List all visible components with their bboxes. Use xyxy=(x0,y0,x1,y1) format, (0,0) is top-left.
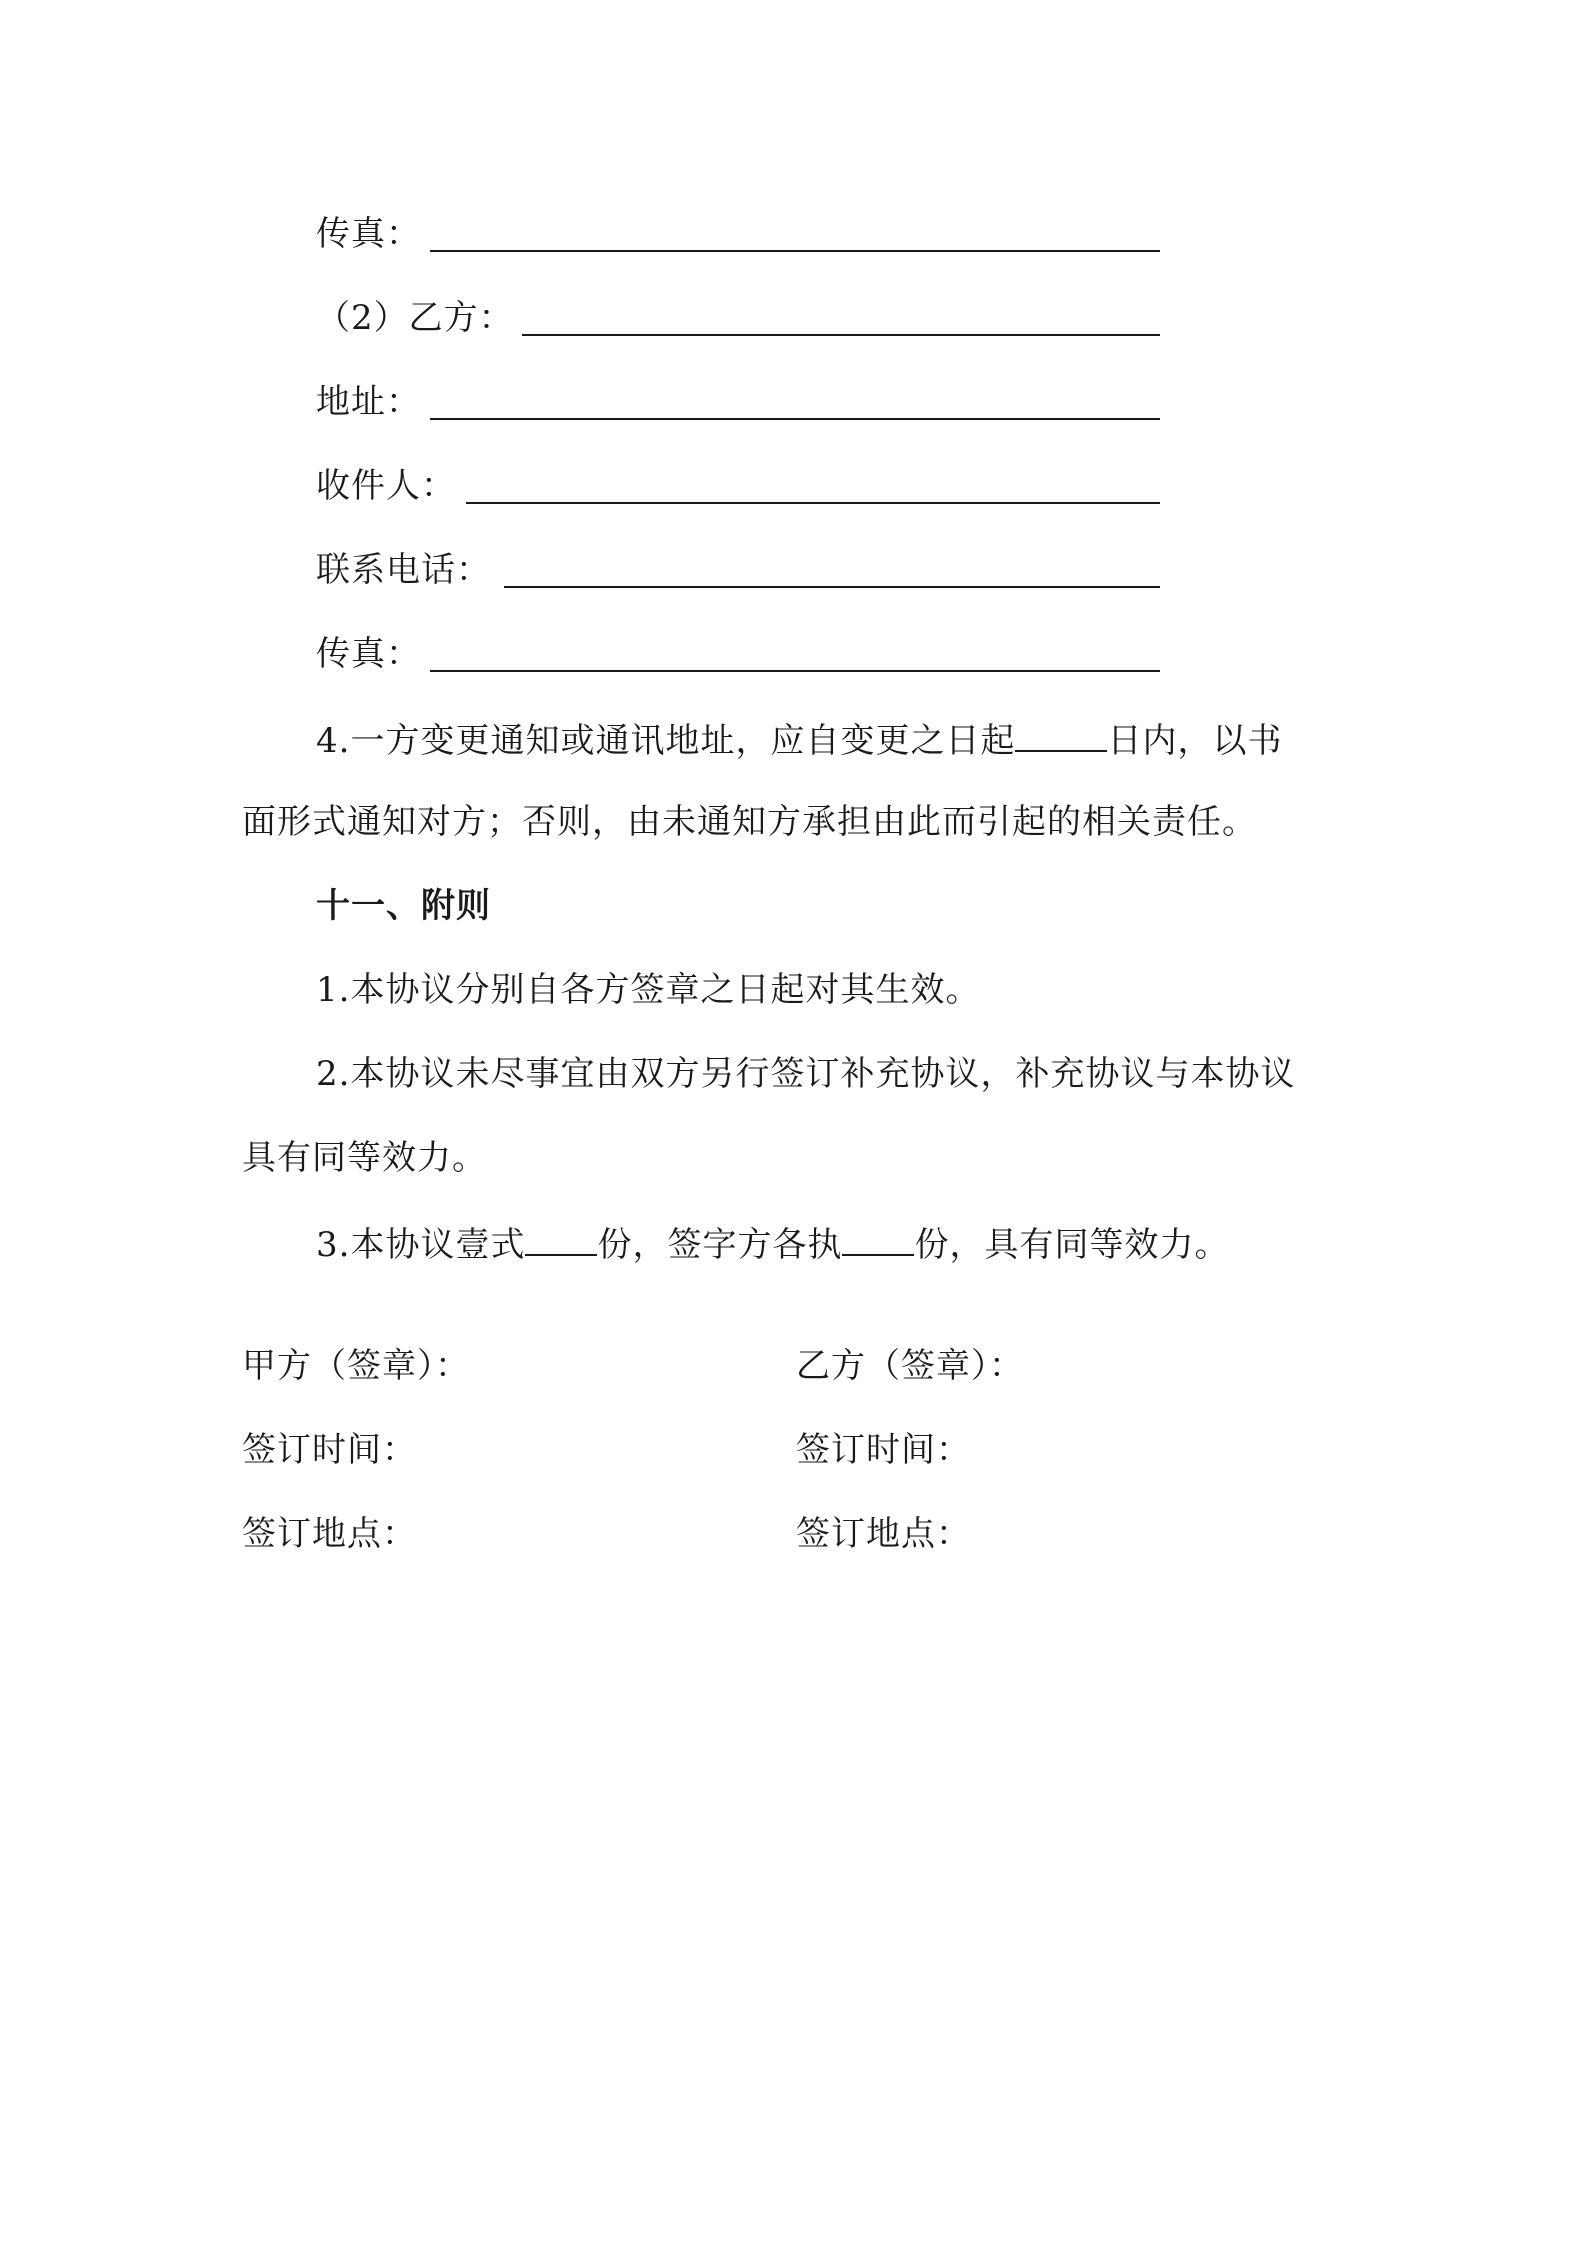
clause-4-part1: 4.一方变更通知或通讯地址，应自变更之日起 xyxy=(316,721,1016,761)
recipient-label: 收件人： xyxy=(316,466,456,506)
party-a-place-label: 签订地点： xyxy=(242,1514,417,1554)
party-b-seal-label: 乙方（签章）： xyxy=(796,1346,1024,1386)
clause-4-part2: 日内，以书 xyxy=(1107,721,1283,761)
section-11-item1: 1.本协议分别自各方签章之日起对其生效。 xyxy=(316,970,981,1010)
party-a-seal-label: 甲方（签章）： xyxy=(242,1346,470,1386)
recipient-blank[interactable] xyxy=(466,502,1160,504)
clause-4-line2: 面形式通知对方；否则，由未通知方承担由此而引起的相关责任。 xyxy=(242,802,1257,842)
party-b-blank[interactable] xyxy=(522,334,1160,336)
item3-part2: 份，签字方各执 xyxy=(597,1225,843,1265)
address-label: 地址： xyxy=(316,382,421,422)
fax-label-a: 传真： xyxy=(316,214,421,254)
item3-part3: 份，具有同等效力。 xyxy=(914,1225,1230,1265)
party-b-label: （2）乙方： xyxy=(316,298,514,338)
section-11-item3 xyxy=(316,1220,1229,1267)
clause-4-line1 xyxy=(316,716,1282,763)
clause-4-days-blank[interactable] xyxy=(1015,716,1107,752)
party-b-place-label: 签订地点： xyxy=(796,1514,971,1554)
item3-copies-blank[interactable] xyxy=(525,1220,597,1256)
section-11-item2-line1: 2.本协议未尽事宜由双方另行签订补充协议，补充协议与本协议 xyxy=(316,1054,1296,1094)
fax-label-b: 传真： xyxy=(316,634,421,674)
fax-blank-a[interactable] xyxy=(430,250,1160,252)
party-a-time-label: 签订时间： xyxy=(242,1430,417,1470)
item3-part1: 3.本协议壹式 xyxy=(316,1225,526,1265)
phone-blank[interactable] xyxy=(504,586,1160,588)
fax-blank-b[interactable] xyxy=(430,670,1160,672)
item3-each-blank[interactable] xyxy=(842,1220,914,1256)
address-blank[interactable] xyxy=(430,418,1160,420)
party-b-time-label: 签订时间： xyxy=(796,1430,971,1470)
section-11-item2-line2: 具有同等效力。 xyxy=(242,1138,487,1178)
phone-label: 联系电话： xyxy=(316,550,491,590)
section-11-heading: 十一、附则 xyxy=(316,886,491,926)
